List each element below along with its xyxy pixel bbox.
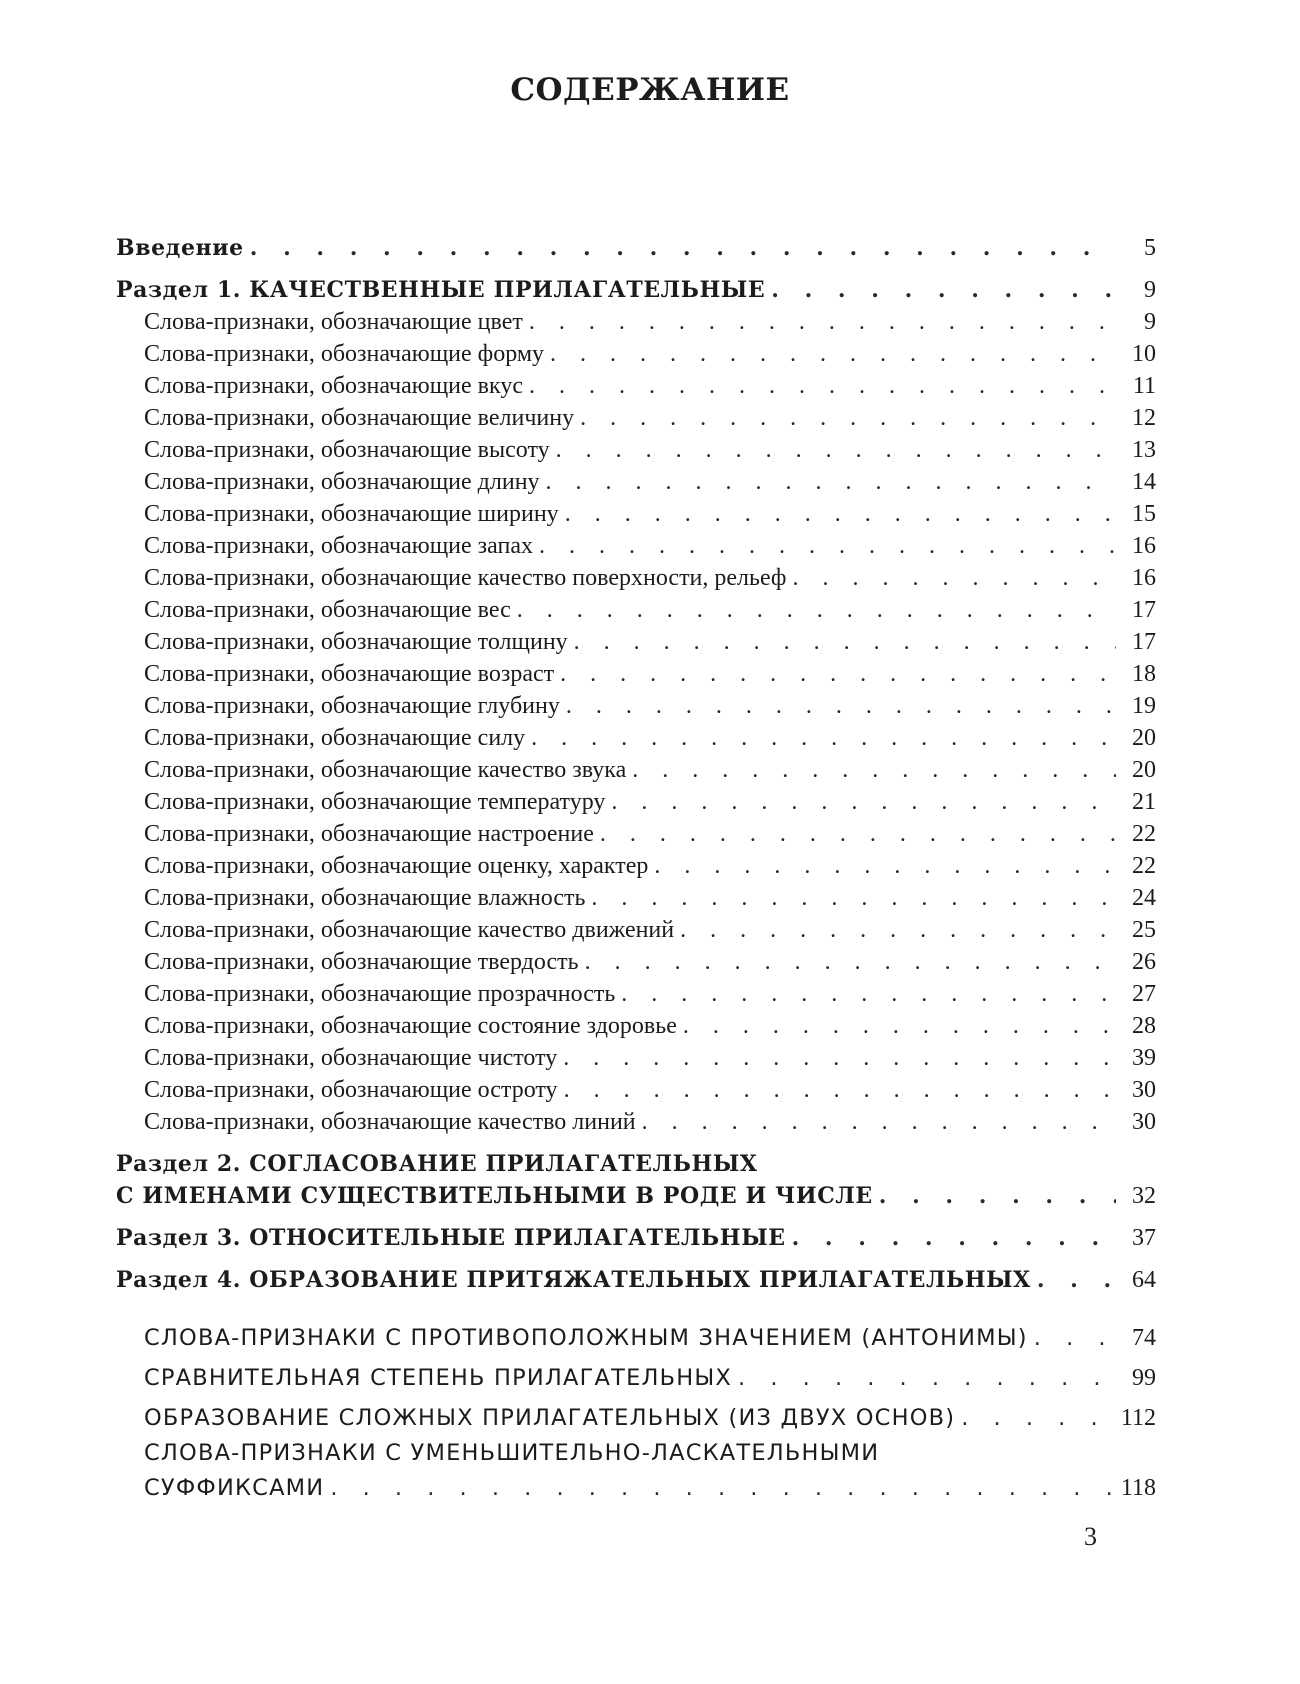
toc-page-number: 64 xyxy=(1132,1267,1156,1293)
dot-leader xyxy=(517,594,1116,626)
toc-entry-label: Слова-признаки, обозначающие возраст xyxy=(144,661,555,687)
toc-page-number: 20 xyxy=(1132,757,1156,783)
toc-subentry[interactable] xyxy=(116,434,1156,466)
dot-leader xyxy=(621,978,1116,1010)
dot-leader xyxy=(792,1222,1116,1254)
dot-leader xyxy=(580,402,1116,434)
toc-entry-label: Слова-признаки, обозначающие высоту xyxy=(144,437,550,463)
dot-leader xyxy=(961,1398,1116,1438)
toc-page-number: 37 xyxy=(1132,1225,1156,1251)
toc-page-number: 22 xyxy=(1132,853,1156,879)
toc-entry-label: Раздел 4. ОБРАЗОВАНИЕ ПРИТЯЖАТЕЛЬНЫХ ПРИЛАГАТЕЛЬНЫХ xyxy=(116,1267,1031,1293)
dot-leader xyxy=(529,370,1116,402)
dot-leader xyxy=(771,274,1116,306)
toc-subentry[interactable] xyxy=(116,722,1156,754)
toc-subentry[interactable] xyxy=(116,1042,1156,1074)
dot-leader xyxy=(250,232,1116,264)
table-of-contents xyxy=(116,232,1156,1508)
toc-entry-label: Раздел 1. КАЧЕСТВЕННЫЕ ПРИЛАГАТЕЛЬНЫЕ xyxy=(116,277,766,303)
toc-page-number: 16 xyxy=(1132,533,1156,559)
dot-leader xyxy=(330,1468,1116,1508)
toc-subentry[interactable] xyxy=(116,1010,1156,1042)
toc-page-number: 9 xyxy=(1144,277,1156,303)
toc-subentry[interactable] xyxy=(116,562,1156,594)
toc-entry-label: Слова-признаки, обозначающие твердость xyxy=(144,949,579,975)
toc-entry-label: Слова-признаки, обозначающие величину xyxy=(144,405,575,431)
toc-entry-section-1[interactable] xyxy=(116,274,1156,306)
dot-leader xyxy=(546,466,1116,498)
toc-subentry[interactable] xyxy=(116,850,1156,882)
toc-subentry[interactable] xyxy=(116,530,1156,562)
toc-entry-label: Слова-признаки, обозначающие качество движений xyxy=(144,917,675,943)
toc-entry-label: Слова-признаки, обозначающие длину xyxy=(144,469,540,495)
section-1-subentries xyxy=(116,306,1156,1138)
dot-leader xyxy=(560,658,1116,690)
toc-subentry[interactable] xyxy=(116,594,1156,626)
toc-page-number: 5 xyxy=(1144,235,1156,261)
toc-entry-label: Слова-признаки, обозначающие состояние здоровье xyxy=(144,1013,677,1039)
toc-entry-label: СРАВНИТЕЛЬНАЯ СТЕПЕНЬ ПРИЛАГАТЕЛЬНЫХ xyxy=(144,1365,733,1391)
toc-page-number: 17 xyxy=(1132,597,1156,623)
toc-page-number: 9 xyxy=(1144,309,1156,335)
toc-entry-label: Слова-признаки, обозначающие вкус xyxy=(144,373,523,399)
toc-page-number: 22 xyxy=(1132,821,1156,847)
toc-entry-label: Слова-признаки, обозначающие качество звука xyxy=(144,757,627,783)
toc-page-number: 112 xyxy=(1120,1405,1156,1431)
toc-subentry[interactable] xyxy=(116,338,1156,370)
toc-entry-extra[interactable] xyxy=(116,1398,1156,1438)
dot-leader xyxy=(680,914,1116,946)
toc-entry-label: Слова-признаки, обозначающие цвет xyxy=(144,309,523,335)
toc-page-number: 30 xyxy=(1132,1077,1156,1103)
toc-subentry[interactable] xyxy=(116,786,1156,818)
toc-page-number: 118 xyxy=(1120,1475,1156,1501)
dot-leader xyxy=(1037,1264,1116,1296)
toc-subentry[interactable] xyxy=(116,498,1156,530)
dot-leader xyxy=(566,690,1116,722)
toc-page-number: 10 xyxy=(1132,341,1156,367)
toc-entry-label: ОБРАЗОВАНИЕ СЛОЖНЫХ ПРИЛАГАТЕЛЬНЫХ (ИЗ ДВУХ ОСНОВ) xyxy=(144,1405,956,1431)
toc-entry-extra-last[interactable] xyxy=(116,1438,1156,1508)
toc-entry-label: Слова-признаки, обозначающие запах xyxy=(144,533,533,559)
toc-entry-label: Слова-признаки, обозначающие глубину xyxy=(144,693,560,719)
toc-entry-extra[interactable] xyxy=(116,1318,1156,1358)
toc-subentry[interactable] xyxy=(116,690,1156,722)
toc-subentry[interactable] xyxy=(116,882,1156,914)
toc-subentry[interactable] xyxy=(116,306,1156,338)
toc-entry-section-4[interactable] xyxy=(116,1264,1156,1296)
toc-entry-label: Слова-признаки, обозначающие влажность xyxy=(144,885,586,911)
toc-entry-label: Слова-признаки, обозначающие оценку, характер xyxy=(144,853,649,879)
toc-page-number: 99 xyxy=(1132,1365,1156,1391)
toc-page-number: 25 xyxy=(1132,917,1156,943)
toc-entry-intro[interactable] xyxy=(116,232,1156,264)
toc-page-number: 26 xyxy=(1132,949,1156,975)
toc-entry-label: Слова-признаки, обозначающие толщину xyxy=(144,629,568,655)
toc-page-number: 18 xyxy=(1132,661,1156,687)
toc-entry-label: Слова-признаки, обозначающие вес xyxy=(144,597,511,623)
dot-leader xyxy=(1034,1318,1116,1358)
toc-page-number: 11 xyxy=(1132,373,1156,399)
toc-entry-label-line1: Раздел 2. СОГЛАСОВАНИЕ ПРИЛАГАТЕЛЬНЫХ xyxy=(116,1151,758,1177)
dot-leader xyxy=(563,1042,1116,1074)
toc-entry-label-line1: СЛОВА-ПРИЗНАКИ С УМЕНЬШИТЕЛЬНО-ЛАСКАТЕЛЬНЫМИ xyxy=(144,1440,880,1466)
dot-leader xyxy=(611,786,1116,818)
toc-subentry[interactable] xyxy=(116,626,1156,658)
dot-leader xyxy=(574,626,1116,658)
toc-subentry[interactable] xyxy=(116,402,1156,434)
dot-leader xyxy=(539,530,1116,562)
dot-leader xyxy=(792,562,1116,594)
toc-entry-label: Слова-признаки, обозначающие ширину xyxy=(144,501,559,527)
dot-leader xyxy=(654,850,1116,882)
toc-subentry[interactable] xyxy=(116,946,1156,978)
toc-entry-section-2[interactable] xyxy=(116,1148,1156,1212)
dot-leader xyxy=(591,882,1116,914)
toc-page-number: 24 xyxy=(1132,885,1156,911)
toc-page-number: 16 xyxy=(1132,565,1156,591)
toc-entry-extra[interactable] xyxy=(116,1358,1156,1398)
toc-entry-label: Слова-признаки, обозначающие качество поверхности, рельеф xyxy=(144,565,787,591)
dot-leader xyxy=(683,1010,1116,1042)
toc-entry-section-3[interactable] xyxy=(116,1222,1156,1254)
toc-entry-label: Слова-признаки, обозначающие прозрачность xyxy=(144,981,616,1007)
toc-page-number: 32 xyxy=(1132,1183,1156,1209)
dot-leader xyxy=(550,338,1116,370)
dot-leader xyxy=(600,818,1116,850)
dot-leader xyxy=(632,754,1116,786)
toc-subentry[interactable] xyxy=(116,1106,1156,1138)
dot-leader xyxy=(565,498,1116,530)
toc-entry-label-line2: СУФФИКСАМИ xyxy=(144,1475,325,1501)
dot-leader xyxy=(556,434,1116,466)
toc-subentry[interactable] xyxy=(116,370,1156,402)
dot-leader xyxy=(529,306,1116,338)
toc-page-number: 14 xyxy=(1132,469,1156,495)
dot-leader xyxy=(879,1180,1116,1212)
toc-entry-label-line2: С ИМЕНАМИ СУЩЕСТВИТЕЛЬНЫМИ В РОДЕ И ЧИСЛЕ xyxy=(116,1183,873,1209)
toc-page-number: 15 xyxy=(1132,501,1156,527)
toc-page-number: 17 xyxy=(1132,629,1156,655)
toc-subentry[interactable] xyxy=(116,1074,1156,1106)
toc-entry-label: СЛОВА-ПРИЗНАКИ С ПРОТИВОПОЛОЖНЫМ ЗНАЧЕНИЕМ (АНТОНИМЫ) xyxy=(144,1325,1028,1351)
page-number: 3 xyxy=(1084,1522,1097,1551)
dot-leader xyxy=(642,1106,1116,1138)
dot-leader xyxy=(564,1074,1116,1106)
toc-entry-label: Слова-признаки, обозначающие чистоту xyxy=(144,1045,558,1071)
toc-entry-label: Слова-признаки, обозначающие температуру xyxy=(144,789,606,815)
toc-page-number: 12 xyxy=(1132,405,1156,431)
toc-entry-label: Слова-признаки, обозначающие силу xyxy=(144,725,526,751)
toc-subentry[interactable] xyxy=(116,914,1156,946)
toc-entry-label: Слова-признаки, обозначающие настроение xyxy=(144,821,594,847)
toc-page-number: 28 xyxy=(1132,1013,1156,1039)
extra-entries xyxy=(116,1318,1156,1438)
toc-subentry[interactable] xyxy=(116,658,1156,690)
toc-subentry[interactable] xyxy=(116,466,1156,498)
toc-subentry[interactable] xyxy=(116,818,1156,850)
toc-entry-label: Введение xyxy=(116,235,244,261)
toc-page-number: 27 xyxy=(1132,981,1156,1007)
toc-page-number: 39 xyxy=(1132,1045,1156,1071)
dot-leader xyxy=(738,1358,1116,1398)
dot-leader xyxy=(585,946,1116,978)
toc-page-number: 30 xyxy=(1132,1109,1156,1135)
page-title: СОДЕРЖАНИЕ xyxy=(510,72,790,108)
toc-entry-label: Раздел 3. ОТНОСИТЕЛЬНЫЕ ПРИЛАГАТЕЛЬНЫЕ xyxy=(116,1225,786,1251)
toc-page-number: 74 xyxy=(1132,1325,1156,1351)
toc-entry-label: Слова-признаки, обозначающие остроту xyxy=(144,1077,558,1103)
toc-page-number: 19 xyxy=(1132,693,1156,719)
toc-page-number: 21 xyxy=(1132,789,1156,815)
toc-page-number: 13 xyxy=(1132,437,1156,463)
toc-subentry[interactable] xyxy=(116,978,1156,1010)
toc-subentry[interactable] xyxy=(116,754,1156,786)
toc-entry-label: Слова-признаки, обозначающие форму xyxy=(144,341,545,367)
toc-entry-label: Слова-признаки, обозначающие качество линий xyxy=(144,1109,636,1135)
toc-page-number: 20 xyxy=(1132,725,1156,751)
dot-leader xyxy=(531,722,1116,754)
